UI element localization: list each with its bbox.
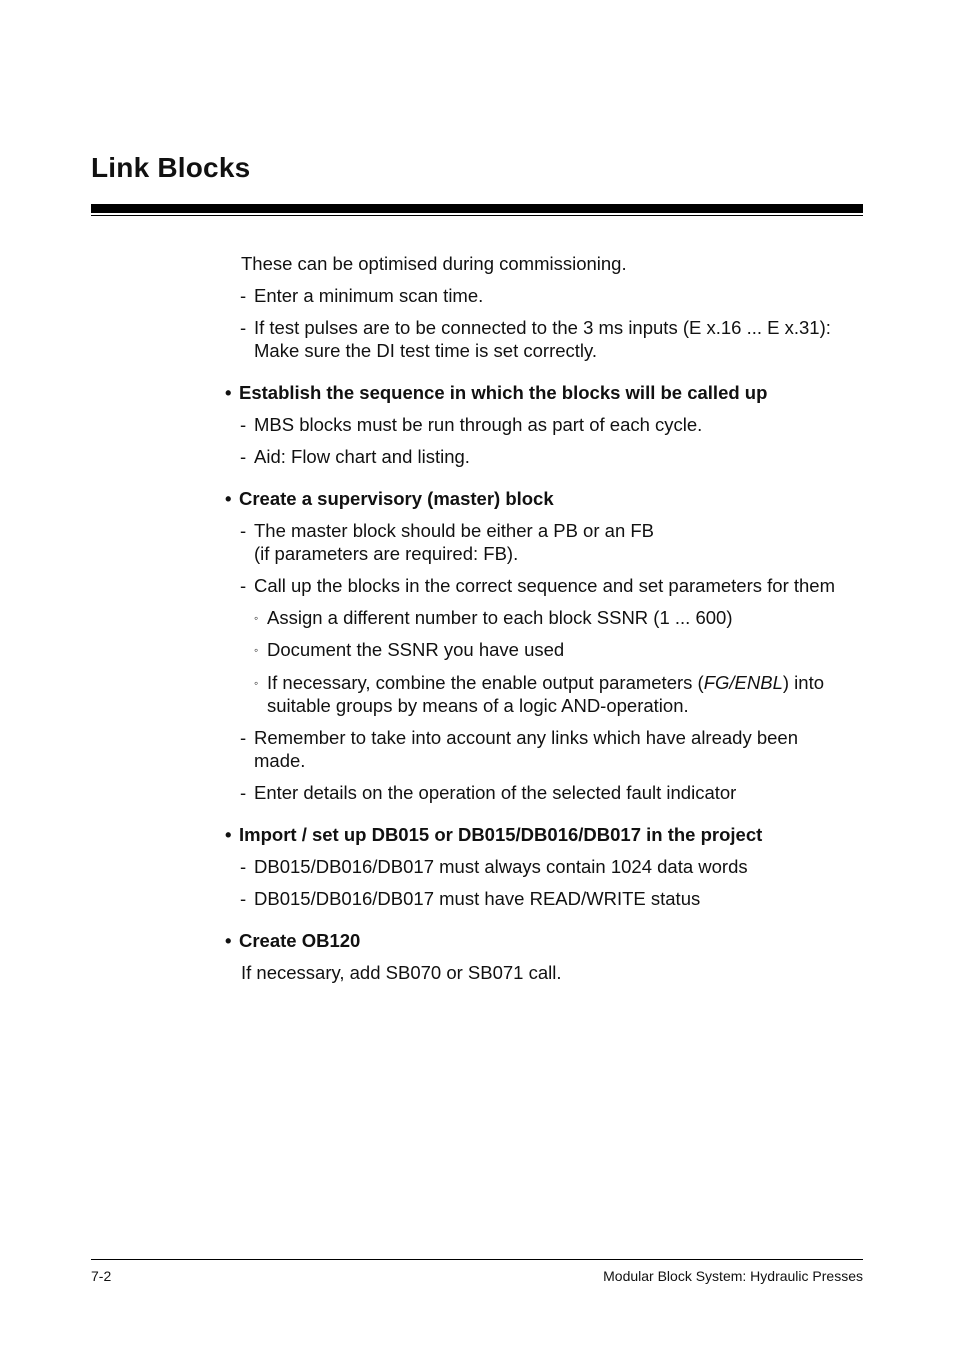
intro-text: These can be optimised during commissioning. <box>241 253 627 274</box>
list-item: - Enter a minimum scan time. <box>240 285 484 306</box>
sub-list-item: ◦ Document the SSNR you have used <box>254 639 565 660</box>
document-title: Modular Block System: Hydraulic Presses <box>603 1268 863 1284</box>
list-item: - MBS blocks must be run through as part of each cycle. <box>240 414 703 435</box>
list-item: - Enter details on the operation of the selected fault indicator <box>240 782 737 803</box>
title-rule-thick <box>91 204 863 213</box>
section-heading: • Create a supervisory (master) block <box>225 488 554 509</box>
page-title: Link Blocks <box>91 152 251 183</box>
list-item: - DB015/DB016/DB017 must always contain 1024 data words <box>240 856 748 877</box>
list-item-continuation: made. <box>254 750 306 771</box>
section-heading: • Create OB120 <box>225 930 361 951</box>
list-item: - Remember to take into account any links which have already been <box>240 727 798 748</box>
sub-list-item-continuation: suitable groups by means of a logic AND-operation. <box>267 695 689 716</box>
title-rule-thin <box>91 215 863 216</box>
list-item: - Call up the blocks in the correct sequence and set parameters for them <box>240 575 835 596</box>
list-item-continuation: (if parameters are required: FB). <box>254 543 519 564</box>
section-heading: • Import / set up DB015 or DB015/DB016/DB017 in the project <box>225 824 763 845</box>
list-item: - DB015/DB016/DB017 must have READ/WRITE status <box>240 888 701 909</box>
parameter-name: FG/ENBL <box>703 672 783 693</box>
list-item-continuation: Make sure the DI test time is set correctly. <box>254 340 598 361</box>
page-number: 7-2 <box>91 1268 112 1284</box>
list-item: - Aid: Flow chart and listing. <box>240 446 470 467</box>
footer-rule <box>91 1259 863 1260</box>
list-item: - If test pulses are to be connected to the 3 ms inputs (E x.16 ... E x.31): <box>240 317 831 338</box>
sub-list-item: ◦ Assign a different number to each block SSNR (1 ... 600) <box>254 607 733 628</box>
section-heading: • Establish the sequence in which the blocks will be called up <box>225 382 768 403</box>
list-item: - The master block should be either a PB or an FB <box>240 520 655 541</box>
sub-list-item: ◦ If necessary, combine the enable output parameters (FG/ENBL) into <box>254 672 825 693</box>
body-text: If necessary, add SB070 or SB071 call. <box>241 962 562 983</box>
